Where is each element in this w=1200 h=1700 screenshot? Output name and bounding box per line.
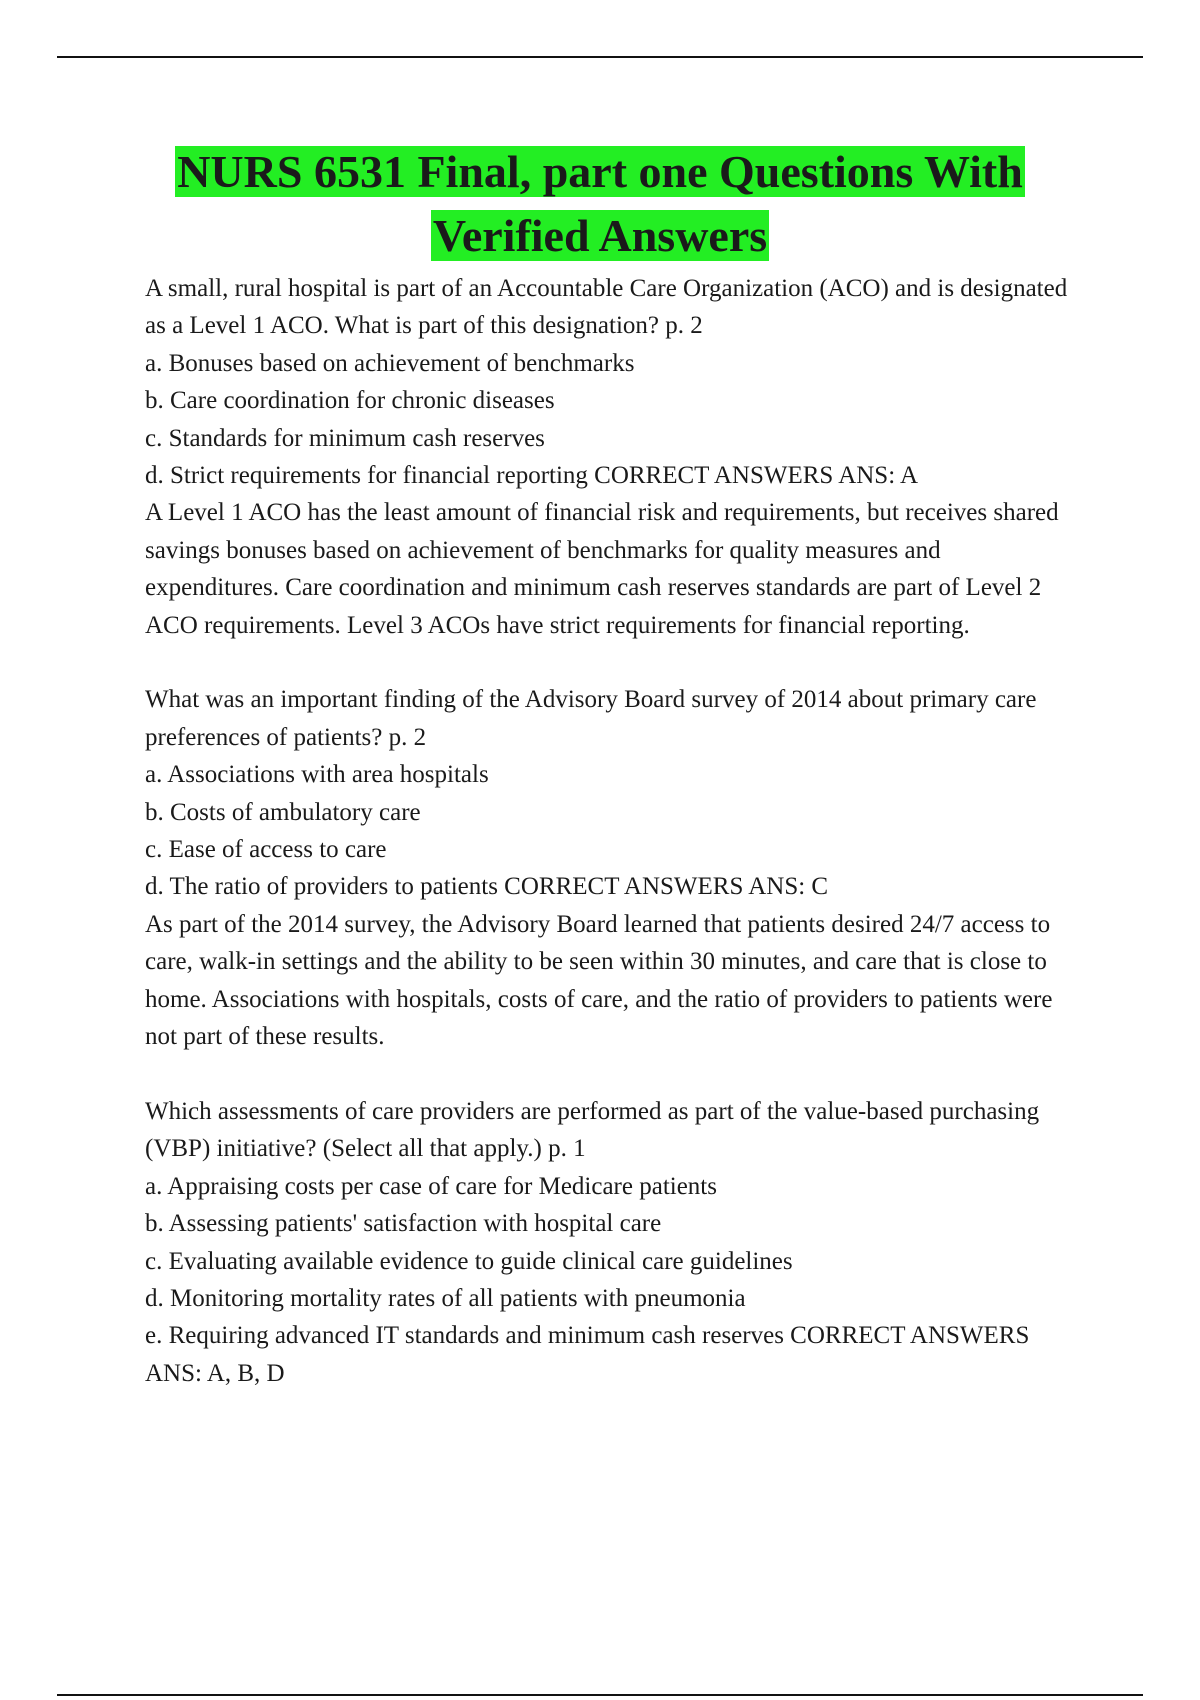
paragraph-gap xyxy=(145,644,1075,681)
question-text: What was an important finding of the Advisory Board survey of 2014 about primary care preferences of patients? p. 2 xyxy=(145,686,1037,751)
rationale-text: A Level 1 ACO has the least amount of financial risk and requirements, but receives shared savings bonuses based on achievement of benchmarks for quality measures and expenditures. Care coordination and minimum cash reserves standards are part of Level 2 ACO requirements. Level 3 ACOs have strict requirements for financial reporting. xyxy=(145,499,1059,639)
rationale-text: As part of the 2014 survey, the Advisory Board learned that patients desired 24/7 access to care, walk-in settings and the ability to be seen within 30 minutes, and care that is close to home. Associations with hospitals, costs of care, and the ratio of providers to patients were not part of these results. xyxy=(145,910,1053,1051)
answer-option: b. Care coordination for chronic diseases xyxy=(145,387,555,415)
answer-option: b. Assessing patients' satisfaction with hospital care xyxy=(145,1210,662,1238)
question-text: A small, rural hospital is part of an Accountable Care Organization (ACO) and is designated as a Level 1 ACO. What is part of this designation? p. 2 xyxy=(145,275,1068,340)
answer-option: d. Strict requirements for financial reporting CORRECT ANSWERS ANS: A xyxy=(145,462,919,490)
answer-option: a. Appraising costs per case of care for Medicare patients xyxy=(145,1172,717,1200)
answer-option: d. The ratio of providers to patients CORRECT ANSWERS ANS: C xyxy=(145,873,829,901)
top-rule xyxy=(57,56,1143,58)
answer-option: c. Standards for minimum cash reserves xyxy=(145,424,545,452)
answer-option: c. Evaluating available evidence to guide clinical care guidelines xyxy=(145,1247,793,1275)
bottom-rule xyxy=(57,1694,1143,1696)
document-title xyxy=(80,140,1120,268)
question-block-2 xyxy=(145,681,1075,1055)
question-block-1 xyxy=(145,270,1075,644)
answer-option: a. Associations with area hospitals xyxy=(145,761,489,789)
answer-option: c. Ease of access to care xyxy=(145,836,387,864)
answer-option: e. Requiring advanced IT standards and minimum cash reserves CORRECT ANSWERS ANS: A, B, D xyxy=(145,1322,1030,1387)
paragraph-gap xyxy=(145,1056,1075,1093)
title-line-2: Verified Answers xyxy=(432,210,768,261)
title-line-1: NURS 6531 Final, part one Questions With xyxy=(177,146,1023,197)
answer-option: b. Costs of ambulatory care xyxy=(145,798,421,826)
question-block-3 xyxy=(145,1093,1075,1392)
document-body xyxy=(145,270,1075,1392)
answer-option: a. Bonuses based on achievement of benchmarks xyxy=(145,349,635,377)
question-text: Which assessments of care providers are performed as part of the value-based purchasing (VBP) initiative? (Select all that apply.) p. 1 xyxy=(145,1097,1040,1163)
answer-option: d. Monitoring mortality rates of all patients with pneumonia xyxy=(145,1284,746,1312)
